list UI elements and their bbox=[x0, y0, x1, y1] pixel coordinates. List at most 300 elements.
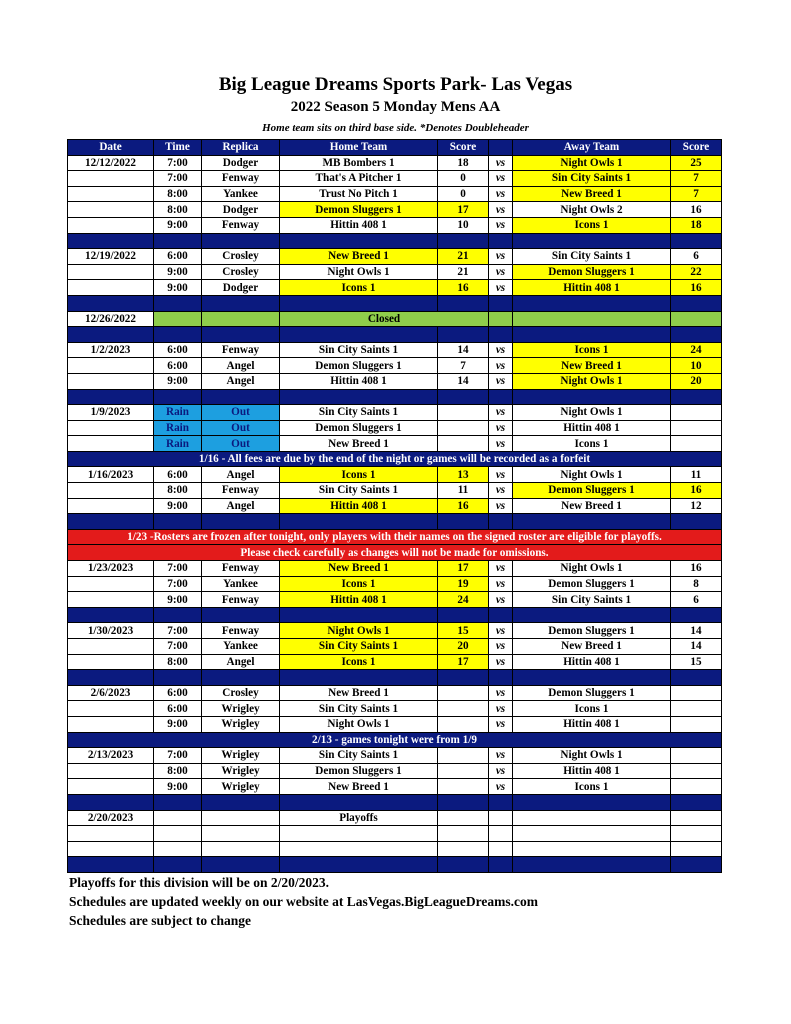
separator-row bbox=[68, 327, 722, 343]
time-cell: 9:00 bbox=[154, 373, 202, 389]
roster-alert-text: Please check carefully as changes will not be made for omissions. bbox=[68, 545, 722, 561]
separator-cell bbox=[438, 514, 489, 530]
separator-cell bbox=[202, 857, 280, 873]
vs-cell: vs bbox=[489, 592, 513, 608]
separator-cell bbox=[671, 857, 722, 873]
home-team-cell: Sin City Saints 1 bbox=[280, 483, 438, 499]
away-score-cell: 6 bbox=[671, 592, 722, 608]
separator-cell bbox=[280, 857, 438, 873]
away-team-cell: New Breed 1 bbox=[513, 358, 671, 374]
date-cell: 2/6/2023 bbox=[68, 685, 154, 701]
time-cell bbox=[154, 841, 202, 857]
separator-cell bbox=[513, 607, 671, 623]
date-cell bbox=[68, 373, 154, 389]
date-cell: 2/20/2023 bbox=[68, 810, 154, 826]
home-team-cell bbox=[280, 826, 438, 842]
vs-cell: vs bbox=[489, 561, 513, 577]
separator-cell bbox=[438, 857, 489, 873]
home-team-cell: Icons 1 bbox=[280, 280, 438, 296]
date-cell: 2/13/2023 bbox=[68, 748, 154, 764]
time-cell: 7:00 bbox=[154, 171, 202, 187]
game-row bbox=[68, 280, 722, 296]
home-team-cell: New Breed 1 bbox=[280, 436, 438, 452]
time-cell bbox=[154, 826, 202, 842]
game-row bbox=[68, 358, 722, 374]
time-cell: 8:00 bbox=[154, 654, 202, 670]
away-score-cell bbox=[671, 405, 722, 421]
separator-cell bbox=[154, 857, 202, 873]
column-header-replica: Replica bbox=[202, 140, 280, 156]
replica-cell: Out bbox=[202, 436, 280, 452]
separator-cell bbox=[671, 514, 722, 530]
date-cell bbox=[68, 763, 154, 779]
roster-alert-row bbox=[68, 545, 722, 561]
footer-change-note: Schedules are subject to change bbox=[69, 913, 251, 928]
replica-cell bbox=[202, 826, 280, 842]
replica-cell: Wrigley bbox=[202, 779, 280, 795]
away-score-cell: 12 bbox=[671, 498, 722, 514]
home-team-cell: New Breed 1 bbox=[280, 561, 438, 577]
away-score-cell: 15 bbox=[671, 654, 722, 670]
game-row bbox=[68, 639, 722, 655]
replica-cell: Angel bbox=[202, 498, 280, 514]
separator-cell bbox=[671, 794, 722, 810]
time-cell: Rain bbox=[154, 420, 202, 436]
game-row bbox=[68, 420, 722, 436]
time-cell: 8:00 bbox=[154, 186, 202, 202]
game-row bbox=[68, 763, 722, 779]
separator-cell bbox=[280, 327, 438, 343]
column-header-away-score: Score bbox=[671, 140, 722, 156]
away-team-cell: Icons 1 bbox=[513, 779, 671, 795]
separator-row bbox=[68, 514, 722, 530]
away-score-cell: 24 bbox=[671, 342, 722, 358]
date-cell bbox=[68, 436, 154, 452]
home-score-cell: 16 bbox=[438, 498, 489, 514]
home-team-cell: Demon Sluggers 1 bbox=[280, 358, 438, 374]
home-score-cell bbox=[438, 810, 489, 826]
vs-cell: vs bbox=[489, 358, 513, 374]
separator-cell bbox=[513, 233, 671, 249]
home-team-cell: MB Bombers 1 bbox=[280, 155, 438, 171]
replica-cell: Fenway bbox=[202, 592, 280, 608]
separator-cell bbox=[68, 295, 154, 311]
game-row bbox=[68, 498, 722, 514]
separator-cell bbox=[202, 389, 280, 405]
away-score-cell: 8 bbox=[671, 576, 722, 592]
game-row bbox=[68, 841, 722, 857]
separator-cell bbox=[671, 295, 722, 311]
time-cell: 8:00 bbox=[154, 763, 202, 779]
separator-cell bbox=[671, 389, 722, 405]
game-row bbox=[68, 826, 722, 842]
away-team-cell: Night Owls 1 bbox=[513, 467, 671, 483]
column-header-time: Time bbox=[154, 140, 202, 156]
away-score-cell: 10 bbox=[671, 358, 722, 374]
separator-cell bbox=[489, 389, 513, 405]
away-team-cell: Demon Sluggers 1 bbox=[513, 483, 671, 499]
home-team-cell: Demon Sluggers 1 bbox=[280, 202, 438, 218]
time-cell bbox=[154, 810, 202, 826]
replica-cell: Fenway bbox=[202, 171, 280, 187]
separator-cell bbox=[489, 327, 513, 343]
replica-cell: Dodger bbox=[202, 202, 280, 218]
separator-row bbox=[68, 389, 722, 405]
game-row bbox=[68, 592, 722, 608]
vs-cell bbox=[489, 810, 513, 826]
vs-cell: vs bbox=[489, 467, 513, 483]
separator-cell bbox=[154, 607, 202, 623]
home-score-cell bbox=[438, 405, 489, 421]
separator-cell bbox=[280, 514, 438, 530]
schedule-table bbox=[67, 139, 722, 873]
vs-cell bbox=[489, 826, 513, 842]
away-score-cell bbox=[671, 841, 722, 857]
replica-cell: Crosley bbox=[202, 685, 280, 701]
date-cell bbox=[68, 654, 154, 670]
game-row bbox=[68, 779, 722, 795]
replica-cell: Out bbox=[202, 420, 280, 436]
away-team-cell: Icons 1 bbox=[513, 701, 671, 717]
separator-cell bbox=[154, 233, 202, 249]
separator-cell bbox=[202, 514, 280, 530]
replica-cell: Fenway bbox=[202, 217, 280, 233]
home-score-cell: 14 bbox=[438, 373, 489, 389]
game-row bbox=[68, 155, 722, 171]
separator-cell bbox=[438, 233, 489, 249]
replica-cell: Wrigley bbox=[202, 716, 280, 732]
separator-cell bbox=[438, 327, 489, 343]
game-row bbox=[68, 342, 722, 358]
vs-cell: vs bbox=[489, 498, 513, 514]
home-team-cell: Sin City Saints 1 bbox=[280, 405, 438, 421]
home-score-cell: 20 bbox=[438, 639, 489, 655]
separator-cell bbox=[671, 670, 722, 686]
home-score-cell: 17 bbox=[438, 202, 489, 218]
home-team-cell: Playoffs bbox=[280, 810, 438, 826]
replica-cell: Fenway bbox=[202, 483, 280, 499]
separator-cell bbox=[202, 327, 280, 343]
vs-cell: vs bbox=[489, 155, 513, 171]
time-cell: 6:00 bbox=[154, 467, 202, 483]
page-title: Big League Dreams Sports Park- Las Vegas bbox=[218, 74, 573, 95]
closed-cell bbox=[202, 311, 280, 327]
away-score-cell bbox=[671, 420, 722, 436]
away-team-cell: Icons 1 bbox=[513, 436, 671, 452]
separator-cell bbox=[489, 607, 513, 623]
separator-cell bbox=[68, 607, 154, 623]
away-score-cell bbox=[671, 716, 722, 732]
closed-cell bbox=[154, 311, 202, 327]
home-score-cell bbox=[438, 716, 489, 732]
separator-row bbox=[68, 607, 722, 623]
replica-cell bbox=[202, 841, 280, 857]
separator-cell bbox=[154, 327, 202, 343]
date-cell: 12/26/2022 bbox=[68, 311, 154, 327]
away-score-cell: 18 bbox=[671, 217, 722, 233]
separator-cell bbox=[513, 857, 671, 873]
vs-cell: vs bbox=[489, 264, 513, 280]
away-score-cell bbox=[671, 685, 722, 701]
separator-cell bbox=[438, 794, 489, 810]
replica-cell: Wrigley bbox=[202, 701, 280, 717]
time-cell: 9:00 bbox=[154, 592, 202, 608]
separator-cell bbox=[68, 794, 154, 810]
vs-cell bbox=[489, 841, 513, 857]
notice-text: 2/13 - games tonight were from 1/9 bbox=[68, 732, 722, 748]
game-row bbox=[68, 202, 722, 218]
home-team-cell: Night Owls 1 bbox=[280, 623, 438, 639]
date-cell bbox=[68, 483, 154, 499]
separator-cell bbox=[671, 607, 722, 623]
separator-cell bbox=[513, 794, 671, 810]
away-score-cell: 20 bbox=[671, 373, 722, 389]
column-header-date: Date bbox=[68, 140, 154, 156]
time-cell: 6:00 bbox=[154, 358, 202, 374]
time-cell: 7:00 bbox=[154, 576, 202, 592]
home-team-cell: Trust No Pitch 1 bbox=[280, 186, 438, 202]
home-score-cell: 7 bbox=[438, 358, 489, 374]
replica-cell: Yankee bbox=[202, 576, 280, 592]
replica-cell: Dodger bbox=[202, 155, 280, 171]
game-row bbox=[68, 171, 722, 187]
separator-cell bbox=[154, 389, 202, 405]
away-score-cell: 16 bbox=[671, 280, 722, 296]
away-score-cell: 25 bbox=[671, 155, 722, 171]
separator-cell bbox=[438, 295, 489, 311]
away-score-cell: 16 bbox=[671, 483, 722, 499]
game-row bbox=[68, 186, 722, 202]
home-score-cell bbox=[438, 763, 489, 779]
away-score-cell bbox=[671, 826, 722, 842]
replica-cell: Angel bbox=[202, 373, 280, 389]
game-row bbox=[68, 467, 722, 483]
closed-cell bbox=[513, 311, 671, 327]
separator-row bbox=[68, 794, 722, 810]
separator-cell bbox=[489, 794, 513, 810]
away-team-cell: Night Owls 2 bbox=[513, 202, 671, 218]
date-cell: 12/12/2022 bbox=[68, 155, 154, 171]
home-team-cell: Night Owls 1 bbox=[280, 716, 438, 732]
time-cell: 8:00 bbox=[154, 483, 202, 499]
time-cell: 9:00 bbox=[154, 280, 202, 296]
vs-cell: vs bbox=[489, 202, 513, 218]
vs-cell: vs bbox=[489, 171, 513, 187]
vs-cell: vs bbox=[489, 249, 513, 265]
away-score-cell: 22 bbox=[671, 264, 722, 280]
replica-cell: Fenway bbox=[202, 342, 280, 358]
date-cell bbox=[68, 826, 154, 842]
vs-cell: vs bbox=[489, 779, 513, 795]
date-cell bbox=[68, 358, 154, 374]
home-team-cell: New Breed 1 bbox=[280, 249, 438, 265]
date-cell bbox=[68, 639, 154, 655]
separator-cell bbox=[280, 670, 438, 686]
vs-cell: vs bbox=[489, 654, 513, 670]
vs-cell: vs bbox=[489, 716, 513, 732]
away-team-cell: Night Owls 1 bbox=[513, 155, 671, 171]
vs-cell: vs bbox=[489, 639, 513, 655]
separator-cell bbox=[489, 857, 513, 873]
separator-cell bbox=[154, 295, 202, 311]
time-cell: 7:00 bbox=[154, 155, 202, 171]
notice-row bbox=[68, 732, 722, 748]
away-score-cell: 16 bbox=[671, 561, 722, 577]
separator-cell bbox=[202, 794, 280, 810]
separator-cell bbox=[489, 295, 513, 311]
away-team-cell: Hittin 408 1 bbox=[513, 716, 671, 732]
separator-cell bbox=[202, 233, 280, 249]
separator-cell bbox=[68, 670, 154, 686]
separator-cell bbox=[280, 607, 438, 623]
date-cell bbox=[68, 716, 154, 732]
replica-cell: Crosley bbox=[202, 264, 280, 280]
game-row bbox=[68, 748, 722, 764]
closed-row bbox=[68, 311, 722, 327]
home-score-cell: 13 bbox=[438, 467, 489, 483]
time-cell: Rain bbox=[154, 436, 202, 452]
away-score-cell: 16 bbox=[671, 202, 722, 218]
home-score-cell bbox=[438, 436, 489, 452]
time-cell: 7:00 bbox=[154, 561, 202, 577]
away-team-cell bbox=[513, 826, 671, 842]
date-cell bbox=[68, 701, 154, 717]
game-row bbox=[68, 810, 722, 826]
home-score-cell: 17 bbox=[438, 561, 489, 577]
separator-cell bbox=[154, 514, 202, 530]
home-team-cell: New Breed 1 bbox=[280, 779, 438, 795]
time-cell: 9:00 bbox=[154, 498, 202, 514]
footer-playoffs-note: Playoffs for this division will be on 2/20/2023. bbox=[69, 875, 330, 890]
home-score-cell: 15 bbox=[438, 623, 489, 639]
away-team-cell: Hittin 408 1 bbox=[513, 763, 671, 779]
home-team-cell: Hittin 408 1 bbox=[280, 373, 438, 389]
replica-cell: Fenway bbox=[202, 561, 280, 577]
separator-cell bbox=[513, 295, 671, 311]
time-cell: 9:00 bbox=[154, 779, 202, 795]
home-score-cell: 21 bbox=[438, 249, 489, 265]
home-score-cell bbox=[438, 420, 489, 436]
date-cell bbox=[68, 280, 154, 296]
away-score-cell bbox=[671, 810, 722, 826]
home-score-cell: 18 bbox=[438, 155, 489, 171]
away-score-cell bbox=[671, 436, 722, 452]
away-team-cell: Night Owls 1 bbox=[513, 748, 671, 764]
closed-cell bbox=[489, 311, 513, 327]
date-cell bbox=[68, 217, 154, 233]
home-score-cell bbox=[438, 701, 489, 717]
home-score-cell: 16 bbox=[438, 280, 489, 296]
time-cell: Rain bbox=[154, 405, 202, 421]
separator-row bbox=[68, 295, 722, 311]
away-team-cell: Hittin 408 1 bbox=[513, 420, 671, 436]
replica-cell: Angel bbox=[202, 358, 280, 374]
separator-cell bbox=[202, 295, 280, 311]
time-cell: 9:00 bbox=[154, 217, 202, 233]
away-team-cell: New Breed 1 bbox=[513, 498, 671, 514]
game-row bbox=[68, 654, 722, 670]
column-header-away-team: Away Team bbox=[513, 140, 671, 156]
away-team-cell: Demon Sluggers 1 bbox=[513, 623, 671, 639]
away-score-cell bbox=[671, 701, 722, 717]
away-score-cell: 7 bbox=[671, 171, 722, 187]
closed-cell bbox=[671, 311, 722, 327]
game-row bbox=[68, 561, 722, 577]
away-score-cell: 14 bbox=[671, 639, 722, 655]
replica-cell: Out bbox=[202, 405, 280, 421]
home-team-cell: Demon Sluggers 1 bbox=[280, 763, 438, 779]
home-team-cell: Hittin 408 1 bbox=[280, 217, 438, 233]
separator-cell bbox=[513, 389, 671, 405]
separator-cell bbox=[154, 794, 202, 810]
home-team-cell: Hittin 408 1 bbox=[280, 498, 438, 514]
date-cell bbox=[68, 202, 154, 218]
away-score-cell bbox=[671, 779, 722, 795]
separator-cell bbox=[513, 327, 671, 343]
vs-cell: vs bbox=[489, 436, 513, 452]
home-team-cell: Hittin 408 1 bbox=[280, 592, 438, 608]
separator-cell bbox=[489, 670, 513, 686]
game-row bbox=[68, 623, 722, 639]
time-cell: 6:00 bbox=[154, 685, 202, 701]
away-team-cell: Demon Sluggers 1 bbox=[513, 685, 671, 701]
time-cell: 7:00 bbox=[154, 748, 202, 764]
date-cell: 1/9/2023 bbox=[68, 405, 154, 421]
away-team-cell: Icons 1 bbox=[513, 217, 671, 233]
home-score-cell bbox=[438, 748, 489, 764]
separator-cell bbox=[438, 607, 489, 623]
home-team-cell: That's A Pitcher 1 bbox=[280, 171, 438, 187]
vs-cell: vs bbox=[489, 748, 513, 764]
separator-cell bbox=[68, 857, 154, 873]
table-header-row bbox=[68, 140, 722, 156]
home-team-cell: Icons 1 bbox=[280, 654, 438, 670]
away-team-cell: Sin City Saints 1 bbox=[513, 249, 671, 265]
vs-cell: vs bbox=[489, 280, 513, 296]
game-row bbox=[68, 249, 722, 265]
home-score-cell: 0 bbox=[438, 186, 489, 202]
home-team-cell: Sin City Saints 1 bbox=[280, 639, 438, 655]
footer-website-note: Schedules are updated weekly on our website at LasVegas.BigLeagueDreams.com bbox=[69, 894, 539, 909]
home-team-cell: Icons 1 bbox=[280, 576, 438, 592]
closed-label: Closed bbox=[280, 311, 489, 327]
time-cell: 7:00 bbox=[154, 623, 202, 639]
date-cell: 1/16/2023 bbox=[68, 467, 154, 483]
replica-cell: Angel bbox=[202, 467, 280, 483]
home-score-cell: 10 bbox=[438, 217, 489, 233]
vs-cell: vs bbox=[489, 420, 513, 436]
separator-cell bbox=[280, 233, 438, 249]
away-team-cell bbox=[513, 810, 671, 826]
separator-cell bbox=[68, 233, 154, 249]
date-cell bbox=[68, 420, 154, 436]
separator-row bbox=[68, 857, 722, 873]
away-team-cell: Night Owls 1 bbox=[513, 373, 671, 389]
away-score-cell: 7 bbox=[671, 186, 722, 202]
time-cell: 9:00 bbox=[154, 264, 202, 280]
time-cell: 6:00 bbox=[154, 249, 202, 265]
game-row bbox=[68, 405, 722, 421]
away-team-cell: Hittin 408 1 bbox=[513, 654, 671, 670]
home-score-cell bbox=[438, 826, 489, 842]
date-cell bbox=[68, 171, 154, 187]
separator-cell bbox=[154, 670, 202, 686]
vs-cell: vs bbox=[489, 701, 513, 717]
away-team-cell: Night Owls 1 bbox=[513, 561, 671, 577]
game-row bbox=[68, 436, 722, 452]
home-team-cell: Night Owls 1 bbox=[280, 264, 438, 280]
vs-cell: vs bbox=[489, 763, 513, 779]
